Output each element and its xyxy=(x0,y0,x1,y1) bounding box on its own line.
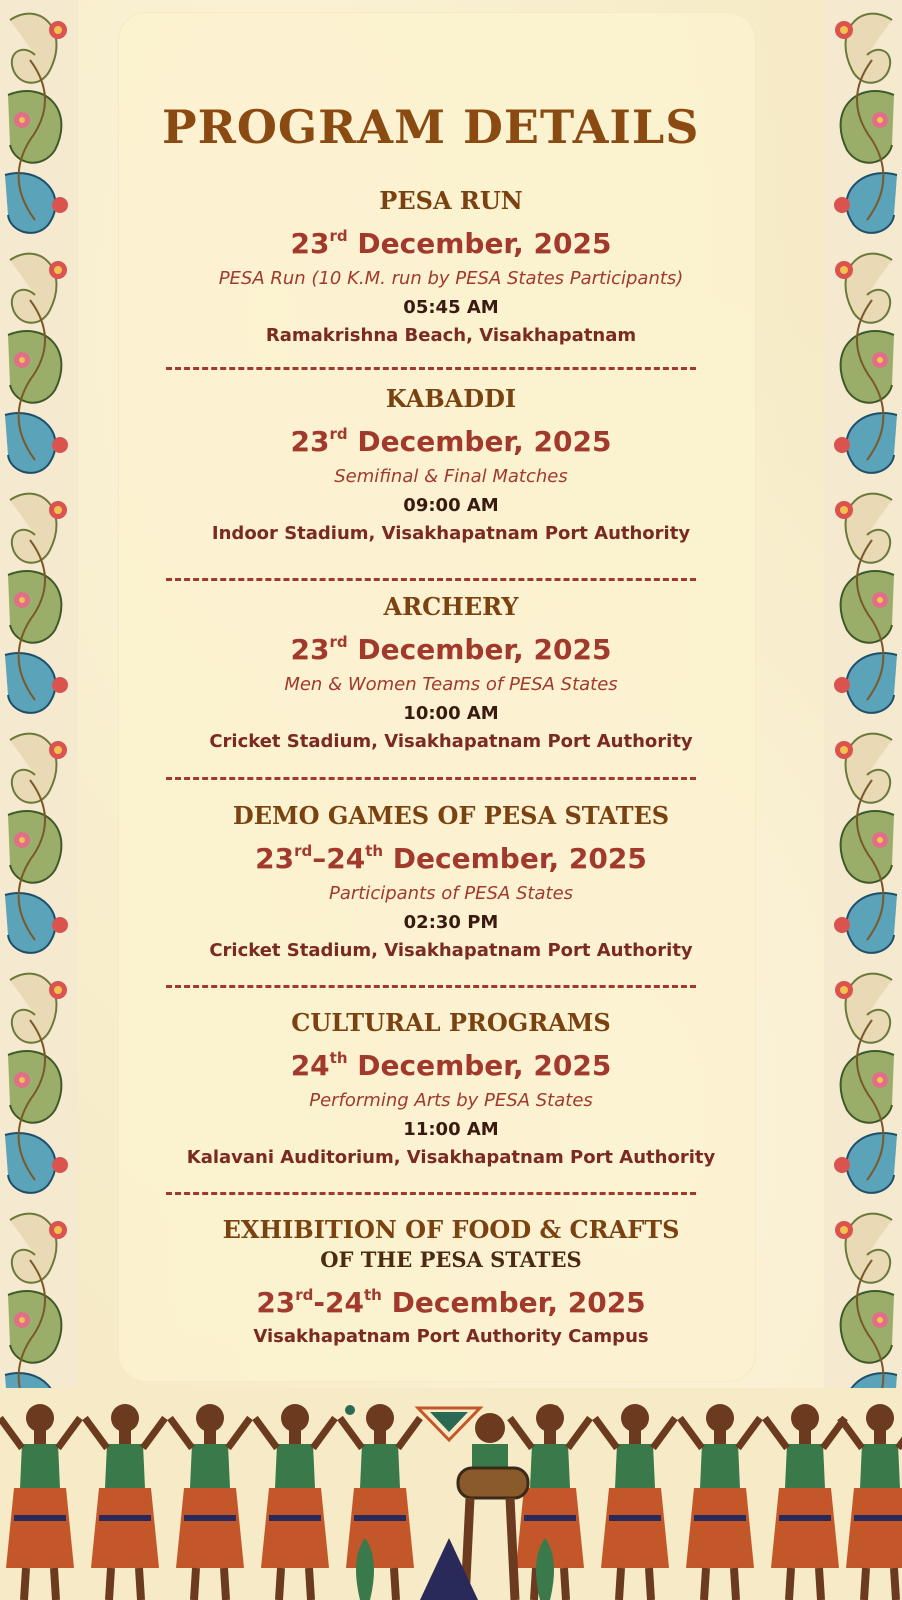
event-title: KABADDI xyxy=(385,384,517,413)
event-exhibition xyxy=(118,1215,784,1351)
event-subtitle: OF THE PESA STATES xyxy=(320,1247,582,1272)
event-venue: Cricket Stadium, Visakhapatnam Port Authority xyxy=(209,731,693,752)
event-cultural-programs xyxy=(118,1008,784,1172)
event-title: ARCHERY xyxy=(383,592,519,621)
event-date: 23rd-24th December, 2025 xyxy=(256,1286,646,1319)
section-divider xyxy=(166,367,696,370)
event-venue: Visakhapatnam Port Authority Campus xyxy=(253,1326,649,1347)
event-venue: Kalavani Auditorium, Visakhapatnam Port Authority xyxy=(186,1147,716,1168)
event-venue: Indoor Stadium, Visakhapatnam Port Authority xyxy=(211,523,691,544)
event-description: Participants of PESA States xyxy=(328,883,574,904)
tribal-dancers-illustration xyxy=(0,1388,902,1600)
floral-border-left xyxy=(0,0,78,1420)
event-description: Performing Arts by PESA States xyxy=(309,1090,593,1111)
event-time: 02:30 PM xyxy=(403,912,499,933)
event-title: CULTURAL PROGRAMS xyxy=(291,1008,611,1037)
event-date: 23rd December, 2025 xyxy=(290,633,612,666)
paisley-floral-pattern-icon xyxy=(0,0,78,1420)
event-date: 24th December, 2025 xyxy=(290,1049,612,1082)
event-title: EXHIBITION OF FOOD & CRAFTS xyxy=(222,1215,680,1244)
section-divider xyxy=(166,777,696,780)
paisley-floral-pattern-icon xyxy=(824,0,902,1420)
event-time: 05:45 AM xyxy=(403,297,499,318)
event-title: PESA RUN xyxy=(379,186,523,215)
event-date: 23rd December, 2025 xyxy=(290,227,612,260)
event-demo-games xyxy=(118,801,784,965)
event-description: PESA Run (10 K.M. run by PESA States Participants) xyxy=(218,268,684,289)
event-venue: Ramakrishna Beach, Visakhapatnam xyxy=(265,325,637,346)
event-date: 23rd–24th December, 2025 xyxy=(255,842,647,875)
event-title: DEMO GAMES OF PESA STATES xyxy=(232,801,670,830)
event-time: 10:00 AM xyxy=(403,703,499,724)
event-pesa-run xyxy=(118,186,784,350)
section-divider xyxy=(166,985,696,988)
event-kabaddi xyxy=(118,384,784,548)
event-archery xyxy=(118,592,784,756)
dancers-icon xyxy=(0,1388,902,1600)
event-date: 23rd December, 2025 xyxy=(290,425,612,458)
event-venue: Cricket Stadium, Visakhapatnam Port Authority xyxy=(209,940,693,961)
event-description: Men & Women Teams of PESA States xyxy=(284,674,618,695)
event-time: 09:00 AM xyxy=(403,495,499,516)
floral-border-right xyxy=(824,0,902,1420)
page-title: PROGRAM DETAILS xyxy=(162,100,700,154)
section-divider xyxy=(166,1192,696,1195)
section-divider xyxy=(166,578,696,581)
event-description: Semifinal & Final Matches xyxy=(334,466,568,487)
event-time: 11:00 AM xyxy=(403,1119,499,1140)
